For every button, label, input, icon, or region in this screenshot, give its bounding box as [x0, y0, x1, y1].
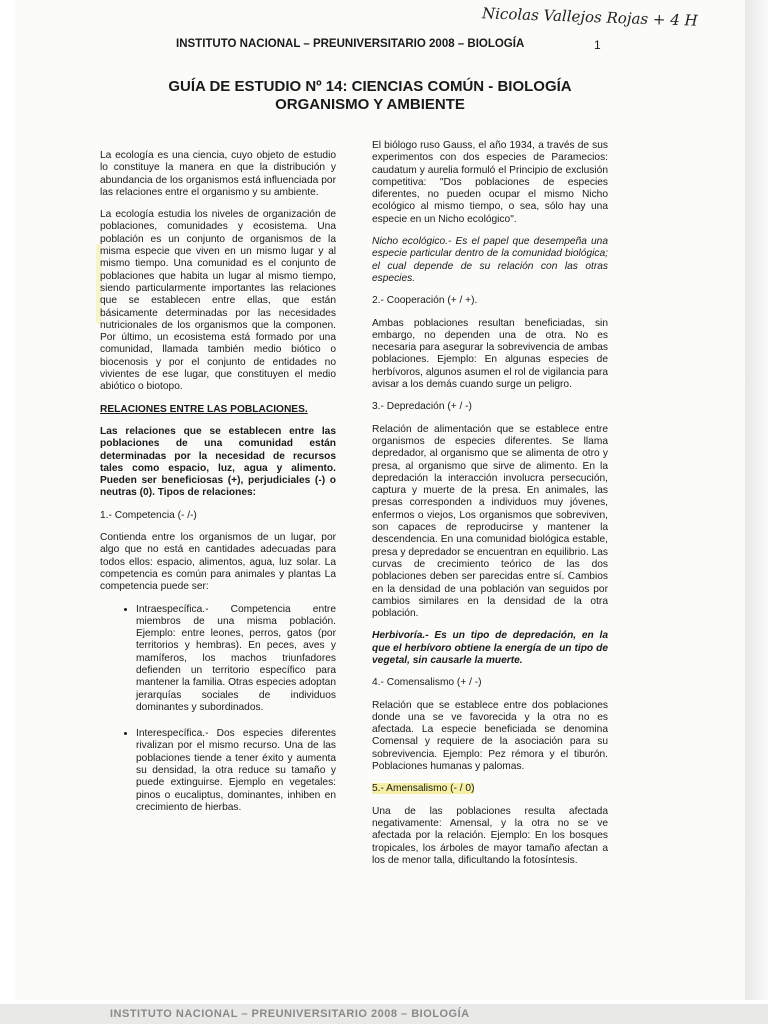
herbivoria-definition: Herbivoría.- Es un tipo de depredación, en la que el herbívoro obtiene la energía de un tipo de vegetal, sin causarle la muerte.	[372, 630, 608, 666]
amensalismo-heading: 5.- Amensalismo (- / 0)	[372, 783, 475, 795]
depredacion-text: Relación de alimentación que se establece entre organismos de especies diferentes. Se llama depredador, al organismo que se alimenta de otro y presa, al organismo que sirve de alimento. En la depredación la interacción involucra persecución, captura y muerte de la presa. En animales, las presas corresponden a individuos muy jóvenes, enfermos o viejos, Los organismos que sobreviven, son capaces de reproducirse y mantener la descendencia. En una comunidad biológica estable, presa y depredador se encuentran en equilibrio. Las curvas de crecimiento teórico de las dos poblaciones deben ser parecidas entre sí. Cambios en la densidad de una población van seguidos por cambios similares en la densidad de la otra población.	[372, 423, 608, 620]
nicho-definition: Nicho ecológico.- Es el papel que desempeña una especie particular dentro de la comunidad biológica; el cual depende de su relación con las otras especies.	[372, 236, 608, 284]
title-line-2: ORGANISMO Y AMBIENTE	[275, 96, 465, 113]
guide-title	[100, 78, 640, 114]
list-item-interespecifica: • Interespecífica.- Dos especies diferentes rivalizan por el mismo recurso. Una de las poblaciones tiende a tener éxito y aumenta su densidad, la otra reduce su tamaño y puede extinguirse. Ejemplo en vegetales: pinos o eucaliptus, dominantes, inhiben en crecimiento de hierbas.	[136, 728, 336, 814]
next-page-header: INSTITUTO NACIONAL – PREUNIVERSITARIO 2008 – BIOLOGÍA	[110, 1008, 470, 1020]
page-edge-shadow	[745, 0, 768, 1000]
competencia-heading: 1.- Competencia (- /-)	[100, 509, 197, 521]
levels-paragraph: La ecología estudia los niveles de organización de poblaciones, comunidades y ecosistema. Una población es un conjunto de organismos de la misma especie que viven en un mismo lugar y al mismo tiempo. Una comunidad es el conjunto de poblaciones que habita un lugar al mismo tiempo, siendo particularmente importantes las relaciones que se establecen entre ellas, que están básicamente determinadas por las necesidades nutricionales de los organismos que la componen. Por último, un ecosistema está formado por una comunidad, llamada también medio biótico o biocenosis y por el conjunto de entidades no vivientes de ese lugar, que constituyen el medio abiótico o biotopo.	[100, 209, 336, 393]
competencia-text: Contienda entre los organismos de un lugar, por algo que no está en cantidades adecuadas para todos ellos: espacio, alimentos, agua, luz solar. La competencia es común para animales y plantas La competencia puede ser:	[100, 532, 336, 593]
relations-paragraph: Las relaciones que se establecen entre las poblaciones de una comunidad están determinadas por la necesidad de recursos tales como espacio, luz, agua y alimento. Pueden ser beneficiosas (+), perjudiciales (-) o neutras (0). Tipos de relaciones:	[100, 425, 336, 499]
left-column	[100, 150, 336, 828]
document-header: INSTITUTO NACIONAL – PREUNIVERSITARIO 2008 – BIOLOGÍA	[176, 38, 525, 50]
section-title-relaciones: RELACIONES ENTRE LAS POBLACIONES.	[100, 403, 308, 415]
comensalismo-heading: 4.- Comensalismo (+ / -)	[372, 677, 482, 689]
list-item-intraespecifica: • Intraespecífica.- Competencia entre miembros de una misma población. Ejemplo: entre leones, perros, gatos (por territorios y hembras). En peces, aves y mamíferos, los machos triunfadores defienden un territorio específico para mantener la familia. Otras especies adoptan jerarquías sociales de individuos dominantes y subordinados.	[136, 604, 336, 715]
page-number: 1	[594, 38, 601, 52]
depredacion-heading: 3.- Depredación (+ / -)	[372, 401, 472, 413]
competencia-types-list	[100, 604, 336, 815]
amensalismo-text: Una de las poblaciones resulta afectada negativamente: Amensal, y la otra no se ve afectada por la relación. Ejemplo: En los bosques tropicales, los árboles de mayor tamaño afectan a los de menor talla, dificultando la fotosíntesis.	[372, 805, 608, 866]
cooperacion-text: Ambas poblaciones resultan beneficiadas, sin embargo, no dependen una de otra. No es necesaria para asegurar la sobrevivencia de ambas poblaciones. Ejemplo: En algunas especies de herbívoros, algunos asumen el rol de vigilancia para avisar a los demás cuando surge un peligro.	[372, 317, 608, 391]
handwritten-name: Nicolas Vallejos Rojas + 4 H	[481, 4, 698, 30]
cooperacion-heading: 2.- Cooperación (+ / +).	[372, 295, 478, 307]
title-line-1: GUÍA DE ESTUDIO Nº 14: CIENCIAS COMÚN - BIOLOGÍA	[168, 78, 572, 95]
intro-paragraph: La ecología es una ciencia, cuyo objeto de estudio lo constituye la manera en que la distribución y abundancia de los organismos está influenciada por las relaciones entre el organismo y su ambiente.	[100, 150, 336, 198]
comensalismo-text: Relación que se establece entre dos poblaciones donde una se ve favorecida y la otra no es afectada. La especie beneficiada se denomina Comensal y requiere de la asociación para su sobrevivencia. Ejemplo: Pez rémora y el tiburón. Poblaciones humanas y palomas.	[372, 699, 608, 773]
right-column	[372, 140, 608, 877]
gauss-paragraph: El biólogo ruso Gauss, el año 1934, a través de sus experimentos con dos especies de Paramecios: caudatum y aurelia formuló el Principio de exclusión competitiva: "Dos poblaciones de especies diferentes, no pueden ocupar el mismo Nicho ecológico al mismo tiempo, o sea, sólo hay una especie en un Nicho ecológico".	[372, 140, 608, 225]
